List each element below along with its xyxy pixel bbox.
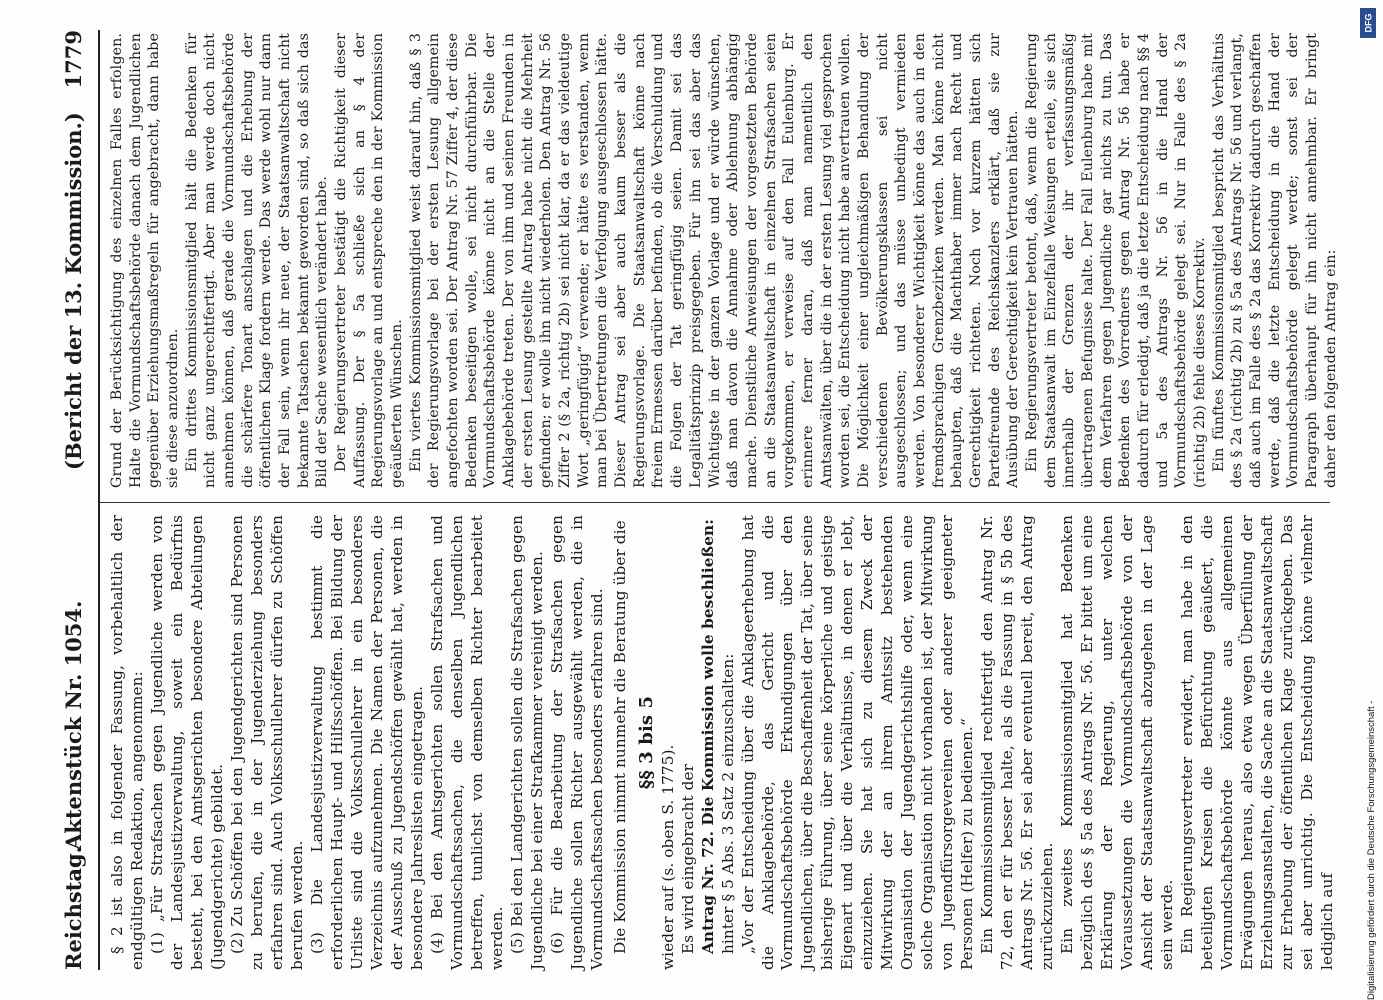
- paragraph: (4) Bei den Amtsgerichten sollen Strafsachen und Vormundschaftssachen, die denselben Jugendlichen betreffen, tunlichst von demselben Richter bearbeitet werden.: [427, 515, 506, 970]
- left-column: [108, 515, 1338, 970]
- quoted-text: „Vor der Entscheidung über die Anklageerhebung hat die Anklagebehörde, das Gericht und die Vormundschaftsbehörde Erkundigungen über den Jugendlichen, über die Beschaffenheit der Tat, über seine bisherige Führung, über seine körperliche und geistige Eigenart und über die Verhältnisse, in denen er lebt, einzuziehen. Sie hat sich zu diesem Zweck der Mitwirkung der an ihrem Amtssitz bestehenden Organisation der Jugendgerichtshilfe oder, wenn eine solche Organisation nicht vorhanden ist, der Mitwirkung von Jugendfürsorgevereinen oder anderer geeigneter Personen (Helfer) zu bedienen.“: [738, 515, 977, 970]
- paragraph: Ein viertes Kommissionsmitglied weist darauf hin, daß § 3 der Regierungsvorlage bei der ersten Lesung allgemein angefochten worden sei. Der Antrag Nr. 57 Ziffer 4, der diese Bedenken beseitigen wolle, sei nicht durchführbar. Die Vormundschaftsbehörde könne nicht an die Stelle der Anklagebehörde treten. Der von ihm und seinen Freunden in der ersten Lesung gestellte Antrag habe nicht die Mehrheit gefunden; er wolle ihn nicht wiederholen. Den Antrag Nr. 56 Ziffer 2 (§ 2a, richtig 2b) sei nicht klar, da er das vieldeutige Wort „geringfügig“ verwende; er hätte es verstanden, wenn man bei Übertretungen die Verfolgung ausgeschlossen hätte. Dieser Antrag sei aber auch kaum besser als die Regierungsvorlage. Die Staatsanwaltschaft könne nach freiem Ermessen darüber befinden, ob die Verschuldung und die Folgen der Tat geringfügig seien. Damit sei das Legalitätsprinzip preisgegeben. Für ihn sei das aber das Wichtigste in der ganzen Vorlage und er würde wünschen, daß man davon die Annahme oder Ablehnung abhängig mache. Dienstliche Anweisungen der vorgesetzten Behörde an die Staatsanwaltschaft in einzelnen Strafsachen seien vorgekommen, er verweise auf den Fall Eulenburg. Er erinnere ferner daran, daß man namentlich den Amtsanwälten, über die in der ersten Lesung viel gesprochen worden sei, die Entscheidung nicht habe anvertrauen wollen. Die Möglichkeit einer ungleichmäßigen Behandlung der verschiedenen Bevölkerungsklassen sei nicht ausgeschlossen; und das müsse unbedingt vermieden werden. Von besonderer Wichtigkeit könne das auch in den fremdsprachigen Grenzbezirken werden. Man könne nicht behaupten, daß die Machthaber immer nach Recht und Gerechtigkeit richteten. Noch vor kurzem hätten sich Parteifreunde des Reichskanzlers erklärt, daß sie zur Ausübung der Gerechtigkeit kein Vertrauen hätten.: [407, 33, 1022, 488]
- paragraph: Grund der Berücksichtigung des einzelnen Falles erfolgen. Halte die Vormundschaftsbehörde danach dem Jugendlichen gegenüber Erziehungsmaßregeln für angebracht, dann habe sie diese anzuordnen.: [109, 33, 182, 488]
- header-reichstag: Reichstag.: [61, 846, 86, 970]
- header-rule: [98, 30, 100, 970]
- paragraph: (2) Zu Schöffen bei den Jugendgerichten sind Personen zu berufen, die in der Jugenderziehung besonders erfahren sind. Auch Volksschullehrer dürfen zu Schöffen berufen werden.: [227, 515, 306, 970]
- paragraph: wieder auf (s. oben S. 1775).: [658, 744, 677, 970]
- paragraph: (3) Die Landesjustizverwaltung bestimmt die erforderlichen Haupt- und Hilfsschöffen. Bei Bildung der Urliste sind die Volksschullehrer in ein besonderes Verzeichnis aufzunehmen. Die Namen der Personen, die der Ausschuß zu Jugendschöffen gewählt hat, werden in besondere Jahreslisten eingetragen.: [307, 515, 426, 970]
- column-divider: [100, 502, 1330, 503]
- paragraph: Die Kommission nimmt nunmehr die Beratung über die: [610, 520, 629, 954]
- digitization-credit: Digitalisierung gefördert durch die Deutsche Forschungsgemeinschaft -: [1366, 700, 1377, 1000]
- motion-title: Antrag Nr. 72. Die Kommission wolle beschließen:: [698, 519, 717, 954]
- paragraph: § 2 ist also in folgender Fassung, vorbehaltlich der endgültigen Redaktion, angenommen:: [108, 515, 146, 970]
- paragraph: hinter § 5 Abs. 3 Satz 2 einzuschalten:: [718, 653, 737, 954]
- paragraph: (6) Für die Bearbeitung der Strafsachen gegen Jugendliche sollen Richter ausgewählt werden, die in Vormundschaftssachen besonders erfahren sind.: [547, 515, 606, 970]
- paragraph: Ein fünftes Kommissionsmitglied bespricht das Verhältnis des § 2a (richtig 2b) zu § 5a des Antrags Nr. 56 und verlangt, daß auch im Falle des § 2a das Korrektiv dadurch geschaffen werde, daß die letzte Entscheidung in die Hand der Vormundschaftsbehörde gelegt werde; sonst sei der Paragraph überhaupt für ihn nicht annehmbar. Er bringt daher den folgenden Antrag ein:: [1210, 33, 1339, 488]
- header-right: [52, 30, 96, 500]
- header-document-number: Aktenstück Nr. 1054.: [61, 600, 86, 850]
- paragraph: (1) „Für Strafsachen gegen Jugendliche werden von der Landesjustizverwaltung, soweit ein Bedürfnis besteht, bei den Amtsgerichten besondere Abteilungen (Jugendgerichte) gebildet.: [147, 515, 226, 970]
- paragraph: Der Regierungsvertreter bestätigt die Richtigkeit dieser Auffassung. Der § 5a schließe sich an § 4 der Regierungsvorlage an und entspreche den in der Kommission geäußerten Wünschen.: [333, 33, 406, 488]
- right-column: [108, 33, 1340, 488]
- page-number: 1779: [61, 30, 86, 89]
- header-report-title: (Bericht der 13. Kommission.): [61, 112, 86, 470]
- section-heading: §§ 3 bis 5: [635, 695, 657, 790]
- dfg-logo-text: DFG: [1363, 13, 1373, 33]
- paragraph: Ein Regierungsvertreter betont, daß, wenn die Regierung dem Staatsanwalt im Einzelfalle Weisungen erteile, sie sich innerhalb der Grenzen der ihr verfassungsmäßig übertragenen Befugnisse halte. Der Fall Eulenburg habe mit dem Verfahren gegen Jugendliche gar nichts zu tun. Das Bedenken des Vorredners gegen Antrag Nr. 56 habe er dadurch für erledigt, daß ja die letzte Entscheidung nach §§ 4 und 5a des Antrags Nr. 56 in die Hand der Vormundschaftsbehörde gelegt sei. Nur in Falle des § 2a (richtig 2b) fehle dieses Korrektiv.: [1023, 33, 1208, 488]
- paragraph: Ein zweites Kommissionsmitglied hat Bedenken bezüglich des § 5a des Antrags Nr. 56. Er bittet um eine Erklärung der Regierung, unter welchen Voraussetzungen die Vormundschaftsbehörde von der Ansicht der Staatsanwaltschaft abzugehen in der Lage sein werde.: [1058, 515, 1177, 970]
- header-left: [52, 500, 96, 970]
- paragraph: Es wird eingebracht der: [678, 763, 697, 954]
- paragraph: Ein drittes Kommissionsmitglied hält die Bedenken für nicht ganz ungerechtfertigt. Aber man werde doch nicht annehmen können, daß gerade die Vormundschaftsbehörde die schärfere Tonart anschlagen und die Erhebung der öffentlichen Klage fordern werde. Das werde wohl nur dann der Fall sein, wenn ihr neue, der Staatsanwaltschaft nicht bekannte Tatsachen bekannt geworden sind, so daß sich das Bild der Sache wesentlich verändert habe.: [183, 33, 331, 488]
- paragraph: Ein Regierungsvertreter erwidert, man habe in den beteiligten Kreisen die Befürchtung geäußert, die Vormundschaftsbehörde könnte aus allgemeinen Erwägungen heraus, also etwa wegen Überfüllung der Erziehungsanstalten, die Sache an die Staatsanwaltschaft zur Erhebung der öffentlichen Klage zurückgeben. Das sei aber unrichtig. Die Entscheidung könne vielmehr lediglich auf: [1178, 515, 1337, 970]
- paragraph: Ein Kommissionsmitglied rechtfertigt den Antrag Nr. 72, den er für besser halte, als die Fassung in § 5b des Antrags Nr. 56. Er sei aber eventuell bereit, den Antrag zurückzuziehen.: [978, 515, 1057, 970]
- paragraph: (5) Bei den Landgerichten sollen die Strafsachen gegen Jugendliche bei einer Strafkammer vereinigt werden.: [507, 515, 546, 970]
